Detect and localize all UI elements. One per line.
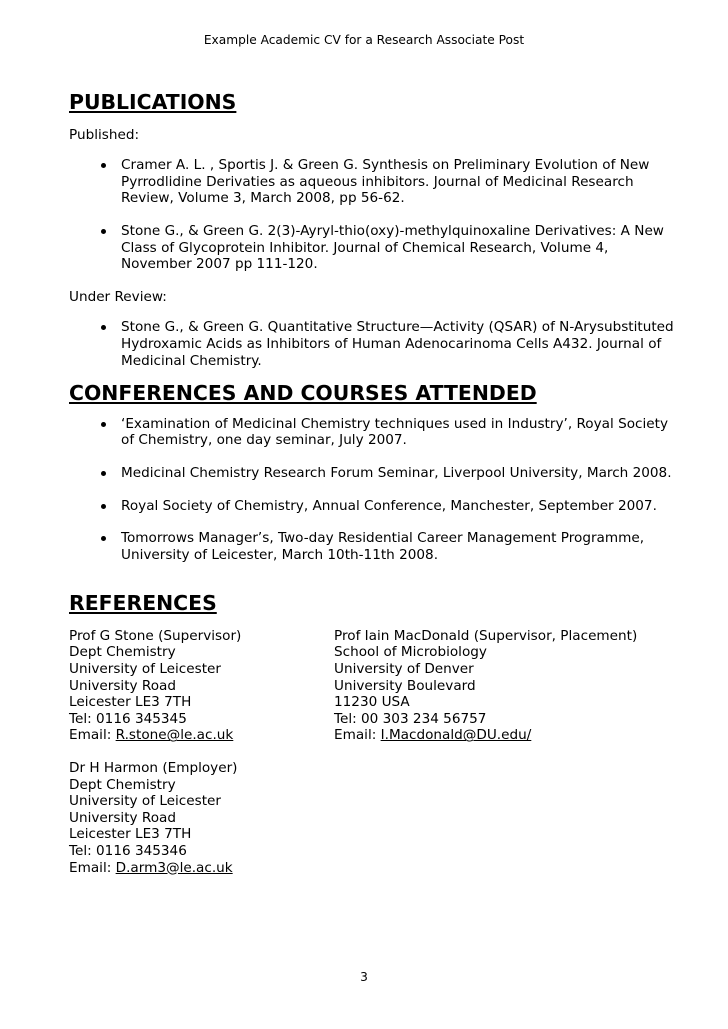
conferences-heading: CONFERENCES AND COURSES ATTENDED — [69, 381, 537, 406]
reference-line: University of Leicester — [69, 661, 221, 678]
reference-line: University of Denver — [334, 661, 474, 678]
reference-line: Tel: 0116 345345 — [69, 710, 187, 727]
email-link[interactable]: R.stone@le.ac.uk — [115, 727, 234, 744]
reference-line: University Boulevard — [334, 677, 476, 694]
list-item: Royal Society of Chemistry, Annual Conference, Manchester, September 2007. — [69, 498, 679, 515]
under-review-label: Under Review: — [69, 288, 167, 305]
list-item: ‘Examination of Medicinal Chemistry techniques used in Industry’, Royal Society of Chemistry, one day seminar, July 2007. — [69, 416, 679, 449]
publications-heading: PUBLICATIONS — [69, 90, 237, 114]
list-item: Stone G., & Green G. Quantitative Structure—Activity (QSAR) of N-Arysubstituted Hydroxamic Acids as Inhibitors of Human Adenocarinoma Cells A432. Journal of Medicinal Chemistry. — [69, 319, 679, 369]
reference-line: Dept Chemistry — [69, 644, 176, 661]
reference-line: Tel: 0116 345346 — [69, 843, 187, 859]
reference-stone — [69, 628, 334, 744]
reference-line: Leicester LE3 7TH — [69, 694, 192, 711]
references-heading: REFERENCES — [69, 591, 217, 616]
list-item: Medicinal Chemistry Research Forum Seminar, Liverpool University, March 2008. — [69, 465, 679, 482]
reference-line: Dept Chemistry — [69, 776, 176, 793]
list-item: Tomorrows Manager’s, Two-day Residential Career Management Programme, University of Leicester, March 10th-11th 2008. — [69, 530, 679, 563]
list-item: Stone G., & Green G. 2(3)-Ayryl-thio(oxy)-methylquinoxaline Derivatives: A New Class of Glycoprotein Inhibitor. Journal of Chemical Research, Volume 4, November 2007 pp 111-120. — [69, 223, 679, 273]
email-label: Email: — [334, 727, 381, 744]
reference-name: Dr H Harmon (Employer) — [69, 760, 238, 777]
reference-line: University Road — [69, 809, 177, 826]
under-review-list — [69, 319, 679, 369]
reference-line: University of Leicester — [69, 793, 221, 810]
conferences-list — [69, 416, 679, 564]
reference-line: School of Microbiology — [334, 644, 487, 661]
references-right-column — [334, 628, 679, 876]
page-number: 3 — [360, 970, 368, 984]
reference-macdonald — [334, 628, 679, 744]
cv-content — [69, 90, 679, 876]
reference-email-row — [69, 860, 334, 877]
reference-line: Leicester LE3 7TH — [69, 826, 192, 843]
references-grid — [69, 628, 679, 876]
email-link[interactable]: I.Macdonald@DU.edu/ — [380, 727, 532, 744]
email-label: Email: — [69, 859, 116, 876]
email-link[interactable]: D.arm3@le.ac.uk — [115, 859, 233, 876]
reference-line: 11230 USA — [334, 694, 410, 711]
reference-line: Tel: 00 303 234 56757 — [334, 710, 487, 727]
reference-line: University Road — [69, 677, 177, 694]
email-label: Email: — [69, 727, 116, 744]
published-label: Published: — [69, 126, 140, 143]
published-list — [69, 157, 679, 273]
page-header: Example Academic CV for a Research Associate Post — [203, 33, 525, 47]
reference-name: Prof Iain MacDonald (Supervisor, Placement) — [334, 627, 638, 644]
list-item: Cramer A. L. , Sportis J. & Green G. Synthesis on Preliminary Evolution of New Pyrrodlidine Derivaties as aqueous inhibitors. Journal of Medicinal Research Review, Volume 3, March 2008, pp 56-62. — [69, 157, 679, 207]
reference-email-row — [69, 727, 334, 744]
reference-name: Prof G Stone (Supervisor) — [69, 627, 242, 644]
references-left-column — [69, 628, 334, 876]
reference-harmon — [69, 760, 334, 876]
reference-email-row — [334, 727, 679, 744]
